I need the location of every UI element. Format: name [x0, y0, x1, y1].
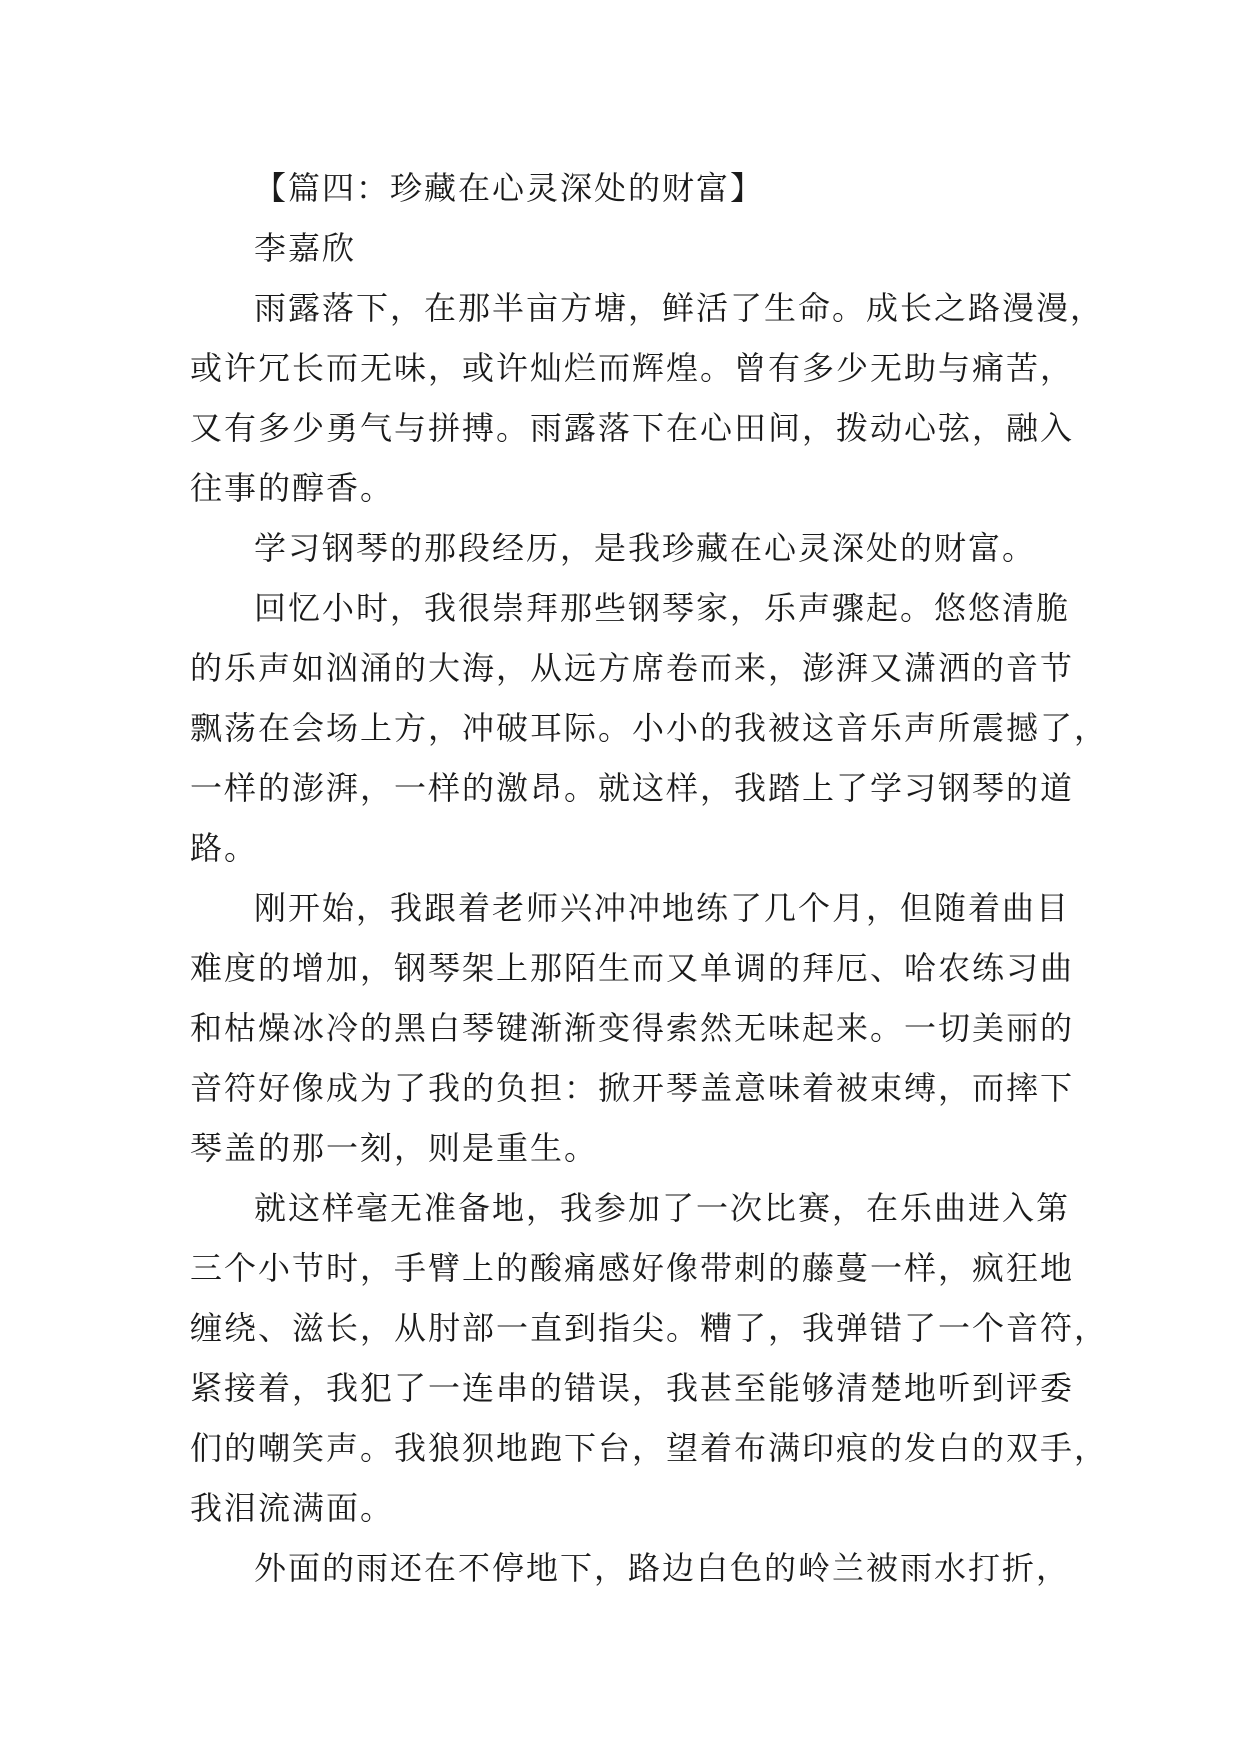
paragraph-line: 紧接着，我犯了一连串的错误，我甚至能够清楚地听到评委	[190, 1369, 1075, 1407]
paragraph-line: 一样的澎湃，一样的激昂。就这样，我踏上了学习钢琴的道	[190, 769, 1075, 807]
paragraph	[190, 1538, 1071, 1598]
paragraph-line: 难度的增加，钢琴架上那陌生而又单调的拜厄、哈农练习曲	[190, 949, 1075, 987]
paragraph-line: 的乐声如汹涌的大海，从远方席卷而来，澎湃又潇洒的音节	[190, 649, 1075, 687]
essay-title: 【篇四：珍藏在心灵深处的财富】	[254, 169, 765, 207]
paragraph	[190, 518, 1062, 578]
paragraph-line: 就这样毫无准备地，我参加了一次比赛，在乐曲进入第	[254, 1189, 1071, 1227]
paragraph-line: 飘荡在会场上方，冲破耳际。小小的我被这音乐声所震撼了，	[190, 709, 1109, 747]
paragraph-line: 又有多少勇气与拼搏。雨露落下在心田间，拨动心弦，融入	[190, 409, 1075, 447]
paragraph-line: 刚开始，我跟着老师兴冲冲地练了几个月，但随着曲目	[254, 889, 1071, 927]
paragraph-line: 三个小节时，手臂上的酸痛感好像带刺的藤蔓一样，疯狂地	[190, 1249, 1075, 1287]
paragraph-line: 和枯燥冰冷的黑白琴键渐渐变得索然无味起来。一切美丽的	[190, 1009, 1075, 1047]
paragraph	[190, 878, 1075, 1178]
paragraph-line: 琴盖的那一刻，则是重生。	[190, 1129, 599, 1167]
paragraph-line: 学习钢琴的那段经历，是我珍藏在心灵深处的财富。	[254, 529, 1037, 567]
paragraph	[190, 278, 1105, 518]
paragraph-line: 音符好像成为了我的负担：掀开琴盖意味着被束缚，而摔下	[190, 1069, 1075, 1107]
paragraph-line: 雨露落下，在那半亩方塘，鲜活了生命。成长之路漫漫，	[254, 289, 1105, 327]
paragraph-line: 外面的雨还在不停地下，路边白色的岭兰被雨水打折，	[254, 1549, 1071, 1587]
document-body	[190, 158, 1109, 1598]
paragraph-line: 往事的醇香。	[190, 469, 395, 507]
paragraph	[190, 578, 1109, 878]
paragraph	[190, 1178, 1109, 1538]
paragraph-line: 回忆小时，我很崇拜那些钢琴家，乐声骤起。悠悠清脆	[254, 589, 1071, 627]
paragraph-line: 缠绕、滋长，从肘部一直到指尖。糟了，我弹错了一个音符，	[190, 1309, 1109, 1347]
paragraph-line: 们的嘲笑声。我狼狈地跑下台，望着布满印痕的发白的双手，	[190, 1429, 1109, 1467]
paragraph-line: 我泪流满面。	[190, 1489, 395, 1527]
author-name: 李嘉欣	[254, 229, 357, 267]
paragraph-line: 路。	[190, 829, 259, 867]
paragraph-line: 或许冗长而无味，或许灿烂而辉煌。曾有多少无助与痛苦，	[190, 349, 1075, 387]
